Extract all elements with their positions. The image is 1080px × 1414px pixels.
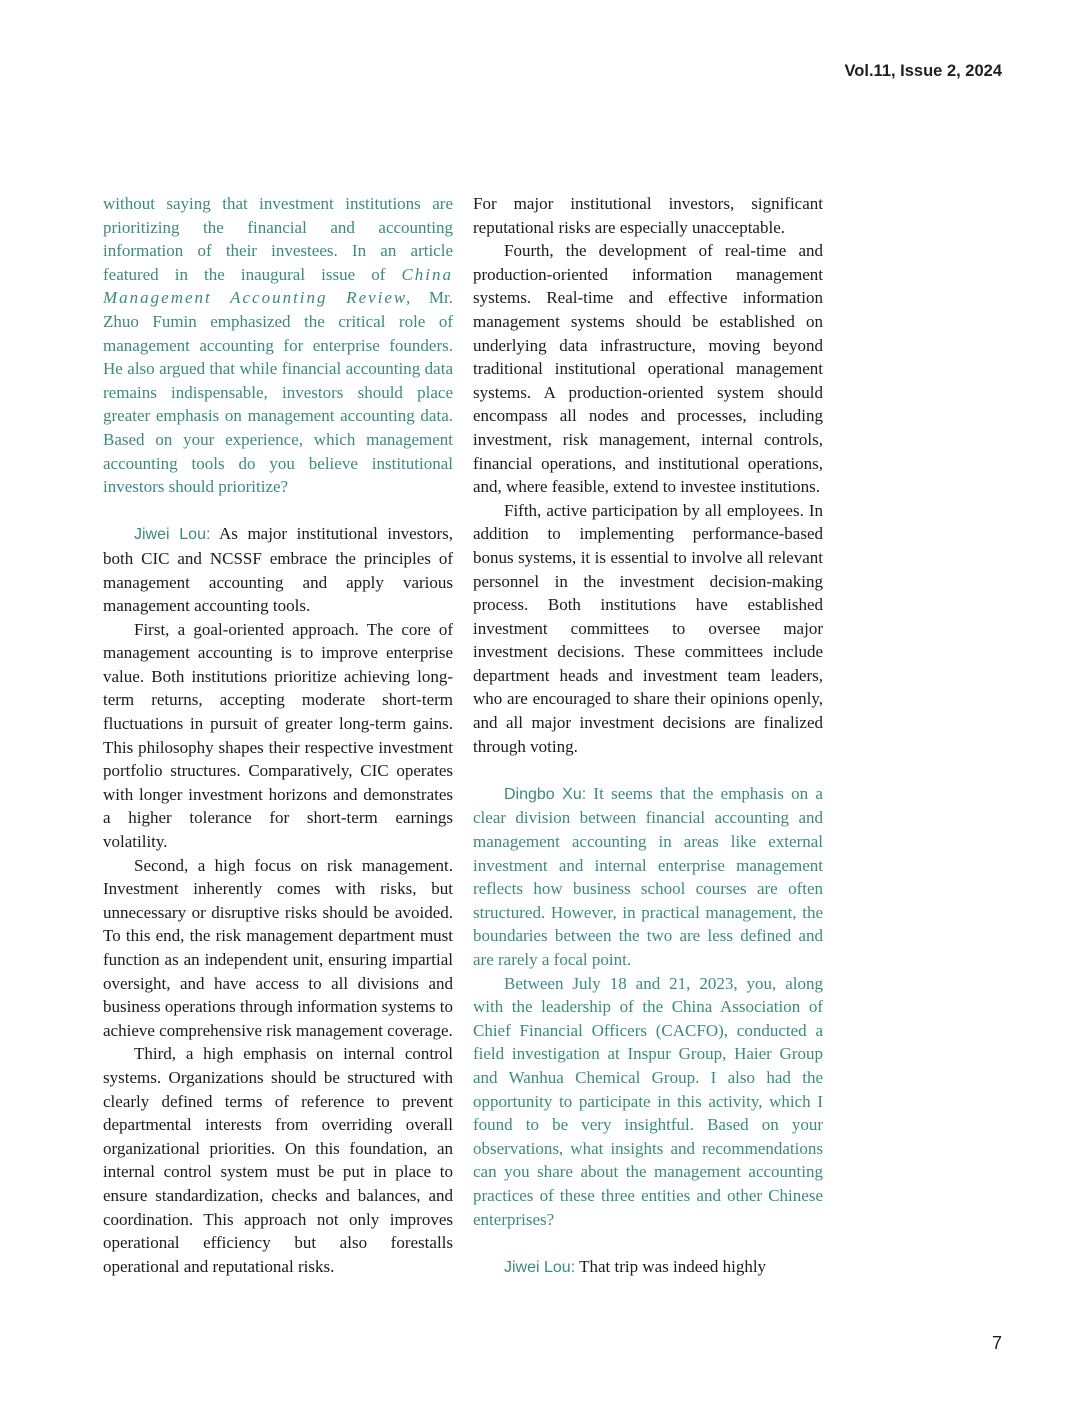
body-paragraph: Second, a high focus on risk management. Investment inherently comes with risks, but unnecessary or disruptive risks should be avoided. To this end, the risk management department must function as an independent unit, ensuring impartial oversight, and have access to all divisions and business operations through information systems to achieve comprehensive risk management coverage. <box>103 855 453 1040</box>
right-column <box>473 192 823 1279</box>
journal-title: China Management Accounting Review, <box>103 264 453 308</box>
continuation-paragraph: For major institutional investors, significant reputational risks are especially unacceptable. <box>473 194 823 237</box>
left-column <box>103 192 453 1278</box>
speaker-label: Dingbo Xu: <box>504 785 587 803</box>
body-paragraph: Fourth, the development of real-time and production-oriented information management systems. Real-time and effective information management systems should be established on underlying data infrastructure, moving beyond traditional institutional operational management systems. A production-oriented system should encompass all nodes and processes, including investment, risk management, internal controls, financial operations, and institutional operations, and, where feasible, extend to investee institutions. <box>473 241 823 497</box>
issue-header: Vol.11, Issue 2, 2024 <box>844 62 1002 80</box>
page-number: 7 <box>991 1333 1002 1353</box>
question-intro <box>103 192 453 499</box>
body-paragraph: Fifth, active participation by all employees. In addition to implementing performance-based bonus systems, it is essential to involve all relevant personnel in the investment decision-making process. Both institutions have established investment committees to oversee major investment decisions. These committees include department heads and investment team leaders, who are encouraged to share their opinions openly, and all major investment decisions are finalized through voting. <box>473 500 823 756</box>
body-paragraph: Third, a high emphasis on internal control systems. Organizations should be structured with clearly defined terms of reference to prevent departmental interests from overriding overall organizational priorities. On this foundation, an internal control system must be put in place to ensure standardization, checks and balances, and coordination. This approach not only improves operational efficiency but also forestalls operational and reputational risks. <box>103 1044 453 1276</box>
question-intro-text-end: Mr. Zhuo Fumin emphasized the critical role of management accounting for enterprise founders. He also argued that while financial accounting data remains indispensable, investors should place greater emphasis on management accounting data. Based on your experience, which management accounting tools do you believe institutional investors should prioritize? <box>103 288 453 497</box>
answer-paragraph <box>473 1255 823 1280</box>
speaker-label: Jiwei Lou: <box>134 526 211 544</box>
question-text: It seems that the emphasis on a clear division between financial accounting and management accounting in areas like external investment and internal enterprise management reflects how business school courses are often structured. However, in practical management, the boundaries between the two are less defined and are rarely a focal point. <box>473 783 823 969</box>
question-paragraph <box>473 782 823 972</box>
question-intro-text: without saying that investment institutions are prioritizing the financial and accounting information of their investees. In an article featured in the inaugural issue of <box>103 194 453 284</box>
speaker-label: Jiwei Lou: <box>504 1258 576 1276</box>
answer-text: That trip was indeed highly <box>575 1256 767 1276</box>
question-followup: Between July 18 and 21, 2023, you, along with the leadership of the China Association of Chief Financial Officers (CACFO), conducted a field investigation at Inspur Group, Haier Group and Wanhua Chemical Group. I also had the opportunity to participate in this activity, which I found to be very insightful. Based on your observations, what insights and recommendations can you share about the management accounting practices of these three entities and other Chinese enterprises? <box>473 973 823 1229</box>
answer-text: As major institutional investors, both CIC and NCSSF embrace the principles of management accounting and apply various management accounting tools. <box>103 524 454 616</box>
answer-paragraph <box>103 522 453 617</box>
body-paragraph: First, a goal-oriented approach. The core of management accounting is to improve enterprise value. Both institutions prioritize achieving long-term returns, accepting moderate short-term fluctuations in pursuit of greater long-term gains. This philosophy shapes their respective investment portfolio structures. Comparatively, CIC operates with longer investment horizons and demonstrates a higher tolerance for short-term earnings volatility. <box>103 619 453 852</box>
